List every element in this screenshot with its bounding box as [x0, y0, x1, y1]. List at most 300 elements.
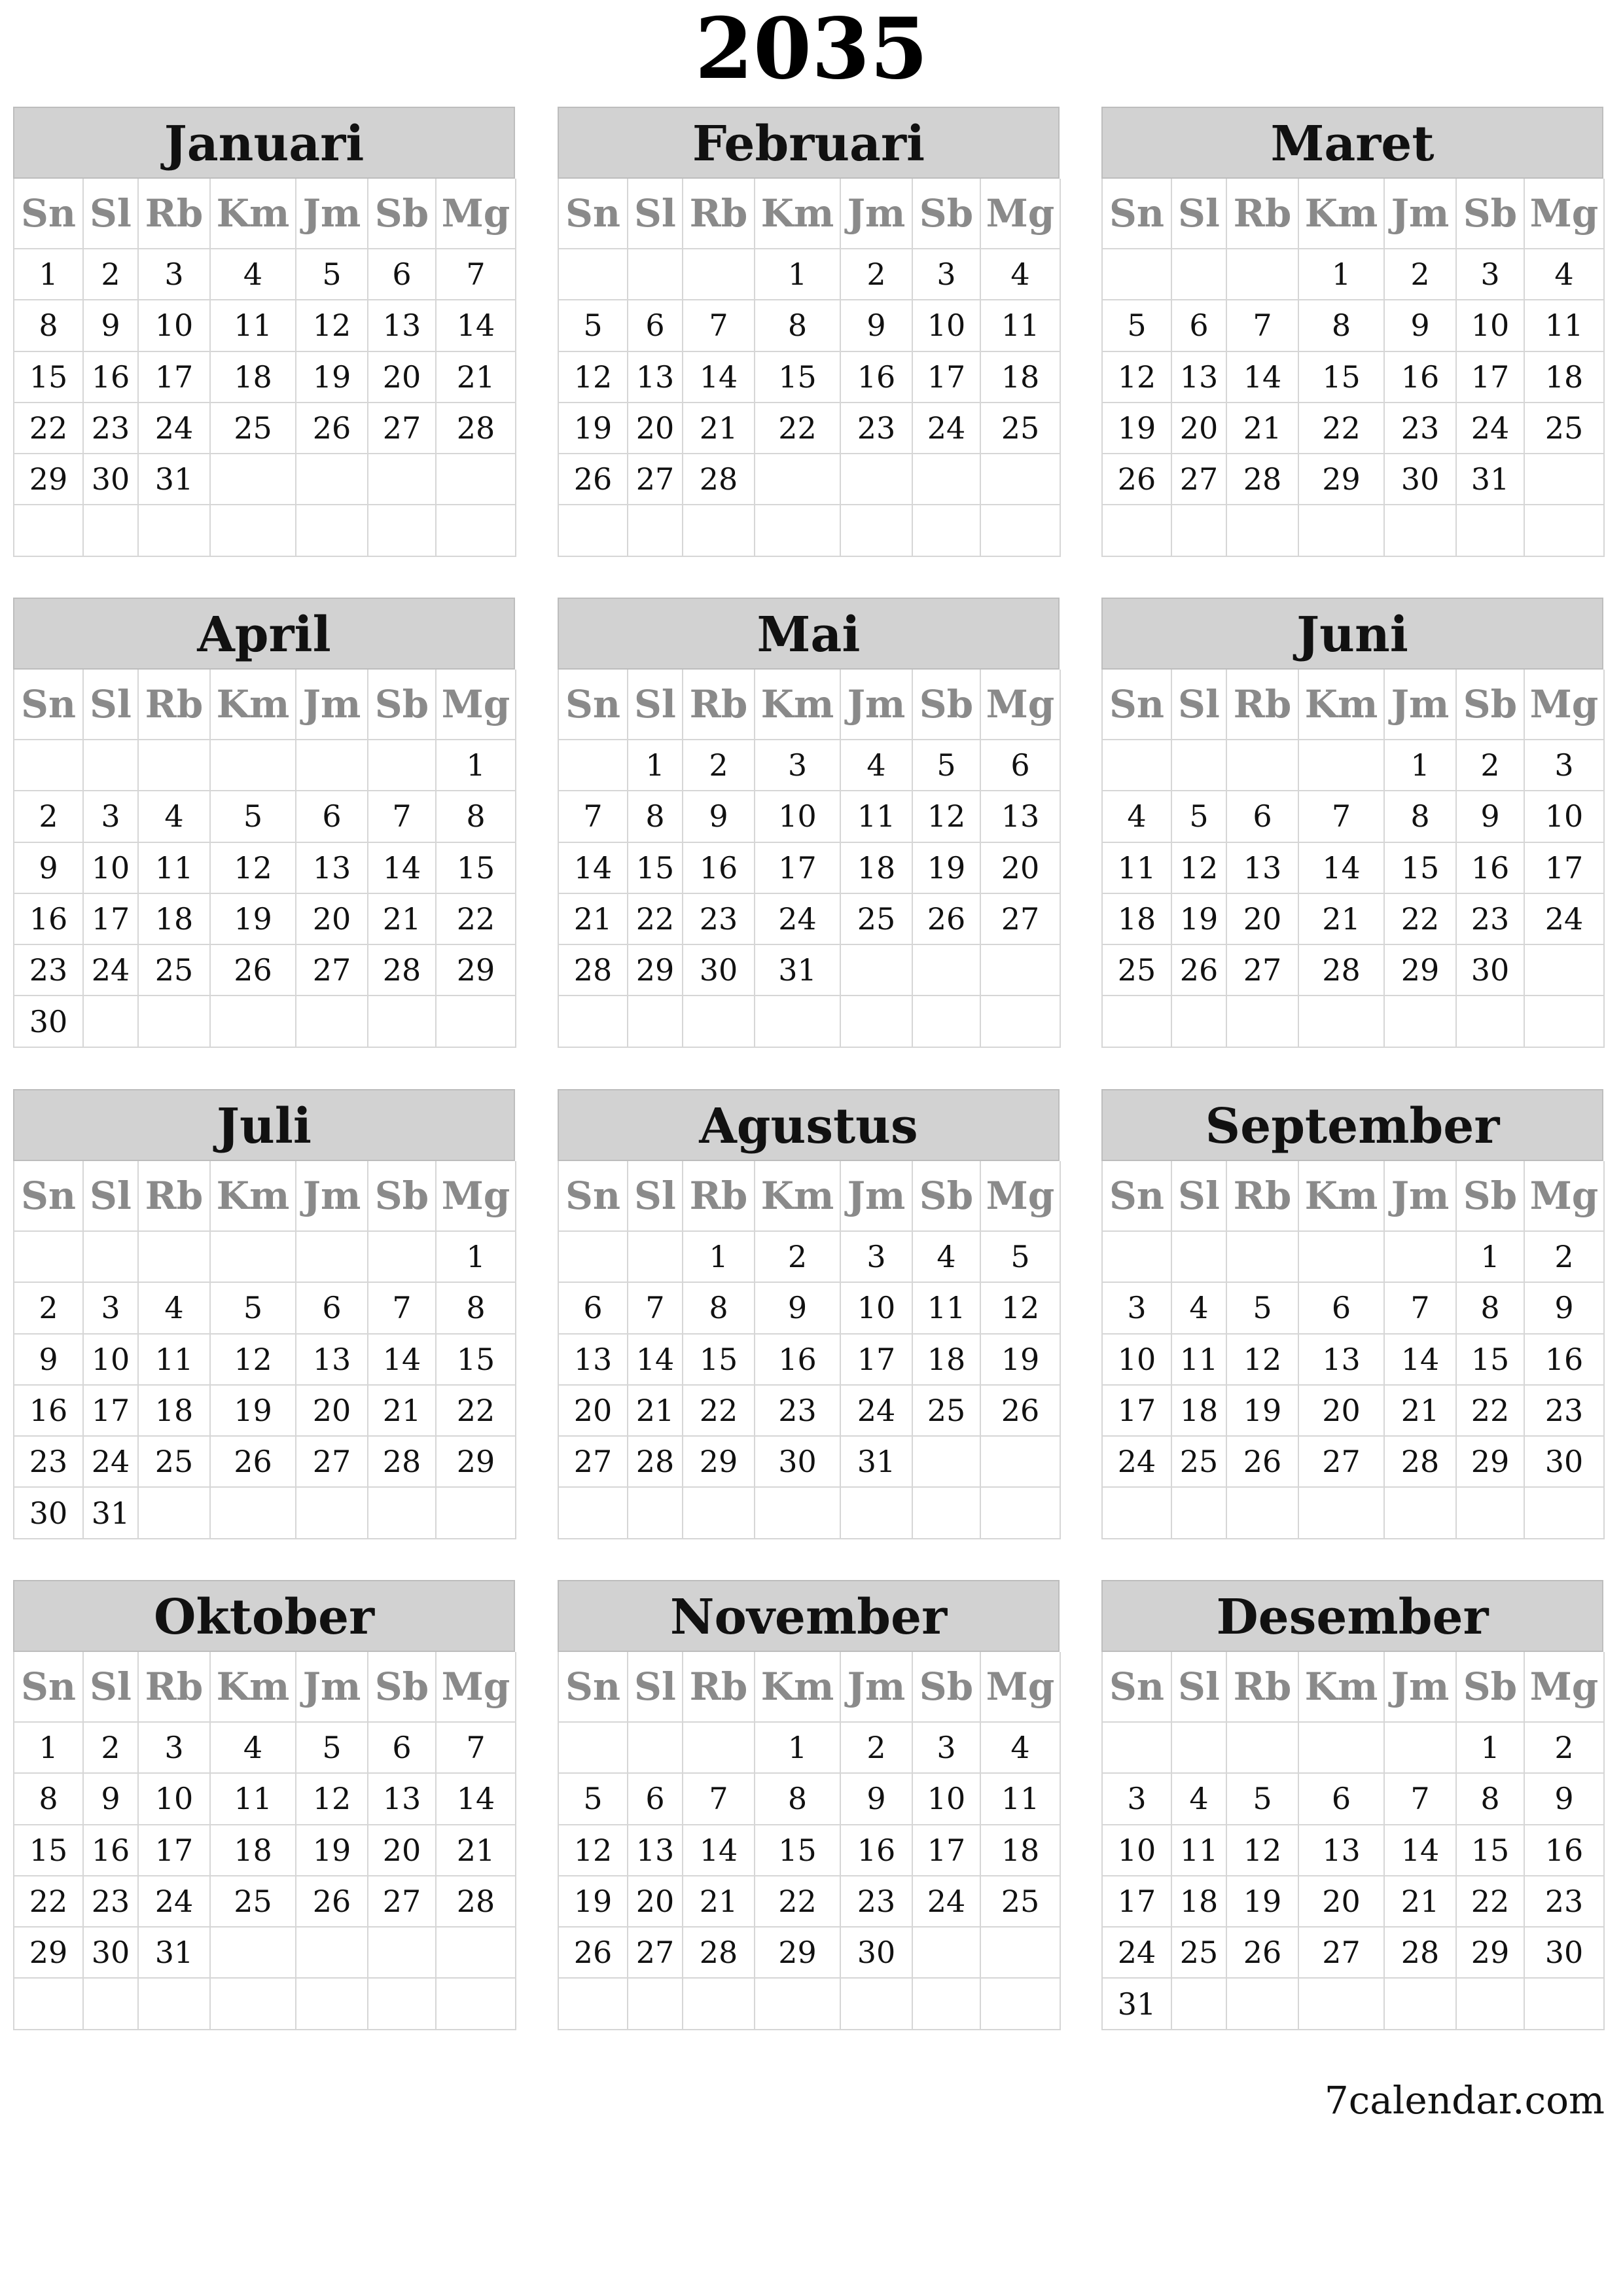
empty-day-cell [1299, 996, 1385, 1047]
day-cell: 23 [1385, 403, 1457, 454]
weekday-header: Sl [84, 179, 139, 249]
day-cell: 28 [559, 945, 628, 996]
day-cell: 23 [755, 1386, 841, 1437]
month-title: Januari [13, 107, 515, 179]
empty-day-cell [1385, 1232, 1457, 1283]
day-cell: 4 [1525, 249, 1605, 300]
day-cell: 5 [559, 1774, 628, 1825]
day-cell: 11 [1103, 843, 1172, 894]
day-cell: 13 [559, 1335, 628, 1386]
empty-day-cell [368, 1928, 437, 1979]
day-cell: 30 [14, 1488, 84, 1539]
empty-day-cell [559, 1979, 628, 2030]
weekday-header: Rb [139, 670, 211, 740]
day-cell: 10 [84, 843, 139, 894]
day-cell: 9 [14, 1335, 84, 1386]
day-cell: 18 [211, 1825, 296, 1876]
day-cell: 21 [437, 1825, 516, 1876]
day-cell: 21 [683, 403, 755, 454]
day-cell: 6 [296, 1283, 368, 1334]
empty-day-cell [1103, 996, 1172, 1047]
day-cell: 2 [84, 249, 139, 300]
day-cell: 24 [1103, 1437, 1172, 1488]
weekday-header: Mg [1525, 1652, 1605, 1723]
day-cell: 12 [981, 1283, 1061, 1334]
empty-day-cell [296, 740, 368, 791]
day-cell: 19 [913, 843, 981, 894]
day-cell: 31 [1103, 1979, 1172, 2030]
day-cell: 1 [1299, 249, 1385, 300]
day-cell: 8 [755, 1774, 841, 1825]
day-cell: 17 [139, 1825, 211, 1876]
empty-day-cell [296, 1232, 368, 1283]
day-cell: 12 [296, 300, 368, 351]
day-cell: 11 [1525, 300, 1605, 351]
empty-day-cell [1457, 1488, 1525, 1539]
day-cell: 28 [1385, 1928, 1457, 1979]
month-grid [558, 1652, 1060, 2030]
day-cell: 11 [211, 1774, 296, 1825]
empty-day-cell [683, 1488, 755, 1539]
month-title: Desember [1101, 1580, 1603, 1652]
empty-day-cell [559, 1232, 628, 1283]
empty-day-cell [628, 996, 683, 1047]
day-cell: 15 [628, 843, 683, 894]
day-cell: 9 [841, 1774, 913, 1825]
day-cell: 17 [913, 352, 981, 403]
day-cell: 7 [368, 1283, 437, 1334]
day-cell: 2 [1385, 249, 1457, 300]
weekday-header: Rb [1227, 1161, 1299, 1232]
day-cell: 2 [14, 791, 84, 842]
day-cell: 30 [1385, 454, 1457, 505]
weekday-header: Sn [14, 670, 84, 740]
day-cell: 8 [14, 300, 84, 351]
day-cell: 18 [139, 894, 211, 945]
day-cell: 7 [1299, 791, 1385, 842]
empty-day-cell [1457, 1979, 1525, 2030]
empty-day-cell [1227, 1488, 1299, 1539]
empty-day-cell [683, 249, 755, 300]
day-cell: 14 [368, 843, 437, 894]
day-cell: 3 [1103, 1283, 1172, 1334]
day-cell: 13 [1299, 1335, 1385, 1386]
empty-day-cell [1299, 1488, 1385, 1539]
weekday-header: Sb [1457, 670, 1525, 740]
empty-day-cell [84, 505, 139, 556]
day-cell: 24 [913, 1876, 981, 1928]
day-cell: 12 [559, 1825, 628, 1876]
day-cell: 6 [628, 1774, 683, 1825]
day-cell: 28 [683, 454, 755, 505]
day-cell: 4 [1103, 791, 1172, 842]
month-grid [558, 179, 1060, 557]
weekday-header: Jm [841, 179, 913, 249]
day-cell: 12 [211, 1335, 296, 1386]
weekday-header: Km [755, 179, 841, 249]
day-cell: 27 [296, 945, 368, 996]
day-cell: 29 [1457, 1437, 1525, 1488]
empty-day-cell [1227, 740, 1299, 791]
day-cell: 13 [1172, 352, 1227, 403]
day-cell: 14 [683, 1825, 755, 1876]
day-cell: 4 [981, 249, 1061, 300]
day-cell: 8 [683, 1283, 755, 1334]
day-cell: 17 [913, 1825, 981, 1876]
empty-day-cell [1299, 740, 1385, 791]
empty-day-cell [683, 1979, 755, 2030]
day-cell: 28 [628, 1437, 683, 1488]
weekday-header: Mg [1525, 670, 1605, 740]
empty-day-cell [755, 505, 841, 556]
empty-day-cell [296, 505, 368, 556]
day-cell: 23 [841, 403, 913, 454]
day-cell: 19 [1227, 1876, 1299, 1928]
weekday-header: Jm [841, 670, 913, 740]
day-cell: 24 [84, 945, 139, 996]
day-cell: 20 [368, 352, 437, 403]
month-grid [13, 670, 515, 1048]
day-cell: 9 [14, 843, 84, 894]
day-cell: 24 [1525, 894, 1605, 945]
day-cell: 4 [211, 249, 296, 300]
day-cell: 17 [1103, 1876, 1172, 1928]
weekday-header: Sl [84, 670, 139, 740]
day-cell: 10 [755, 791, 841, 842]
empty-day-cell [14, 1232, 84, 1283]
day-cell: 14 [437, 1774, 516, 1825]
day-cell: 19 [211, 1386, 296, 1437]
day-cell: 4 [1172, 1283, 1227, 1334]
day-cell: 21 [437, 352, 516, 403]
day-cell: 8 [1385, 791, 1457, 842]
day-cell: 6 [368, 1723, 437, 1774]
day-cell: 6 [368, 249, 437, 300]
day-cell: 13 [628, 352, 683, 403]
empty-day-cell [755, 1979, 841, 2030]
weekday-header: Jm [1385, 670, 1457, 740]
weekday-header: Sb [913, 179, 981, 249]
weekday-header: Km [211, 1161, 296, 1232]
month-november [558, 1580, 1060, 2030]
empty-day-cell [1103, 505, 1172, 556]
empty-day-cell [296, 454, 368, 505]
month-grid [558, 670, 1060, 1048]
empty-day-cell [1103, 1232, 1172, 1283]
day-cell: 25 [1172, 1928, 1227, 1979]
weekday-header: Sb [913, 1161, 981, 1232]
day-cell: 22 [437, 894, 516, 945]
day-cell: 4 [1172, 1774, 1227, 1825]
empty-day-cell [1385, 1723, 1457, 1774]
empty-day-cell [628, 1488, 683, 1539]
weekday-header: Sb [1457, 1652, 1525, 1723]
month-desember [1101, 1580, 1603, 2030]
day-cell: 24 [755, 894, 841, 945]
empty-day-cell [755, 1488, 841, 1539]
month-maret [1101, 107, 1603, 557]
day-cell: 21 [628, 1386, 683, 1437]
day-cell: 2 [1457, 740, 1525, 791]
day-cell: 30 [84, 1928, 139, 1979]
weekday-header: Km [1299, 179, 1385, 249]
month-grid [1101, 670, 1603, 1048]
day-cell: 11 [913, 1283, 981, 1334]
day-cell: 8 [755, 300, 841, 351]
day-cell: 29 [14, 454, 84, 505]
empty-day-cell [1525, 1488, 1605, 1539]
empty-day-cell [1457, 996, 1525, 1047]
empty-day-cell [437, 1928, 516, 1979]
day-cell: 4 [139, 791, 211, 842]
day-cell: 11 [981, 300, 1061, 351]
day-cell: 12 [296, 1774, 368, 1825]
day-cell: 25 [1103, 945, 1172, 996]
day-cell: 29 [755, 1928, 841, 1979]
weekday-header: Sn [559, 179, 628, 249]
day-cell: 22 [683, 1386, 755, 1437]
day-cell: 31 [139, 1928, 211, 1979]
month-mai [558, 598, 1060, 1048]
empty-day-cell [211, 454, 296, 505]
day-cell: 1 [683, 1232, 755, 1283]
day-cell: 7 [559, 791, 628, 842]
weekday-header: Sl [628, 670, 683, 740]
day-cell: 7 [1385, 1283, 1457, 1334]
empty-day-cell [1172, 1488, 1227, 1539]
empty-day-cell [1299, 1232, 1385, 1283]
empty-day-cell [755, 454, 841, 505]
day-cell: 5 [1103, 300, 1172, 351]
day-cell: 2 [841, 1723, 913, 1774]
day-cell: 2 [683, 740, 755, 791]
day-cell: 16 [841, 1825, 913, 1876]
empty-day-cell [1525, 454, 1605, 505]
weekday-header: Sn [1103, 179, 1172, 249]
month-juni [1101, 598, 1603, 1048]
month-januari [13, 107, 515, 557]
day-cell: 17 [139, 352, 211, 403]
empty-day-cell [1299, 1979, 1385, 2030]
day-cell: 15 [755, 352, 841, 403]
day-cell: 16 [1385, 352, 1457, 403]
day-cell: 14 [437, 300, 516, 351]
day-cell: 18 [913, 1335, 981, 1386]
day-cell: 18 [1103, 894, 1172, 945]
empty-day-cell [211, 1488, 296, 1539]
day-cell: 17 [1525, 843, 1605, 894]
day-cell: 5 [296, 249, 368, 300]
day-cell: 22 [1457, 1386, 1525, 1437]
day-cell: 3 [84, 791, 139, 842]
day-cell: 25 [981, 403, 1061, 454]
empty-day-cell [84, 1979, 139, 2030]
weekday-header: Mg [437, 1652, 516, 1723]
empty-day-cell [559, 740, 628, 791]
day-cell: 30 [755, 1437, 841, 1488]
day-cell: 1 [755, 1723, 841, 1774]
empty-day-cell [296, 996, 368, 1047]
day-cell: 31 [1457, 454, 1525, 505]
day-cell: 28 [1385, 1437, 1457, 1488]
day-cell: 9 [1457, 791, 1525, 842]
day-cell: 1 [1457, 1723, 1525, 1774]
day-cell: 12 [1172, 843, 1227, 894]
weekday-header: Rb [1227, 1652, 1299, 1723]
day-cell: 14 [368, 1335, 437, 1386]
day-cell: 12 [1103, 352, 1172, 403]
day-cell: 28 [368, 1437, 437, 1488]
empty-day-cell [841, 1488, 913, 1539]
empty-day-cell [1103, 249, 1172, 300]
day-cell: 14 [683, 352, 755, 403]
day-cell: 25 [913, 1386, 981, 1437]
empty-day-cell [139, 1488, 211, 1539]
day-cell: 22 [755, 1876, 841, 1928]
empty-day-cell [368, 454, 437, 505]
day-cell: 23 [1457, 894, 1525, 945]
day-cell: 16 [84, 1825, 139, 1876]
day-cell: 5 [211, 791, 296, 842]
day-cell: 6 [981, 740, 1061, 791]
weekday-header: Rb [139, 1652, 211, 1723]
weekday-header: Sb [1457, 179, 1525, 249]
empty-day-cell [139, 996, 211, 1047]
day-cell: 8 [1457, 1774, 1525, 1825]
empty-day-cell [14, 505, 84, 556]
weekday-header: Mg [981, 179, 1061, 249]
day-cell: 27 [368, 403, 437, 454]
empty-day-cell [1227, 249, 1299, 300]
day-cell: 30 [683, 945, 755, 996]
empty-day-cell [913, 996, 981, 1047]
month-grid [1101, 1652, 1603, 2030]
day-cell: 14 [1385, 1335, 1457, 1386]
weekday-header: Sb [368, 179, 437, 249]
empty-day-cell [84, 1232, 139, 1283]
day-cell: 27 [628, 454, 683, 505]
empty-day-cell [84, 996, 139, 1047]
empty-day-cell [1227, 505, 1299, 556]
weekday-header: Jm [841, 1161, 913, 1232]
day-cell: 5 [1172, 791, 1227, 842]
day-cell: 24 [139, 1876, 211, 1928]
empty-day-cell [211, 740, 296, 791]
day-cell: 10 [841, 1283, 913, 1334]
day-cell: 29 [628, 945, 683, 996]
day-cell: 23 [14, 945, 84, 996]
day-cell: 21 [1299, 894, 1385, 945]
day-cell: 27 [1172, 454, 1227, 505]
empty-day-cell [559, 505, 628, 556]
weekday-header: Mg [981, 1161, 1061, 1232]
day-cell: 6 [1299, 1774, 1385, 1825]
day-cell: 30 [84, 454, 139, 505]
day-cell: 11 [139, 1335, 211, 1386]
day-cell: 11 [1172, 1825, 1227, 1876]
day-cell: 18 [139, 1386, 211, 1437]
day-cell: 31 [84, 1488, 139, 1539]
day-cell: 19 [211, 894, 296, 945]
empty-day-cell [1172, 505, 1227, 556]
weekday-header: Km [1299, 1161, 1385, 1232]
day-cell: 17 [84, 1386, 139, 1437]
empty-day-cell [139, 740, 211, 791]
empty-day-cell [1172, 249, 1227, 300]
day-cell: 22 [14, 1876, 84, 1928]
day-cell: 18 [981, 352, 1061, 403]
day-cell: 29 [14, 1928, 84, 1979]
day-cell: 15 [14, 1825, 84, 1876]
weekday-header: Rb [683, 179, 755, 249]
month-grid [13, 1652, 515, 2030]
day-cell: 1 [14, 249, 84, 300]
day-cell: 26 [296, 403, 368, 454]
day-cell: 25 [1525, 403, 1605, 454]
empty-day-cell [14, 740, 84, 791]
empty-day-cell [211, 1232, 296, 1283]
day-cell: 21 [1385, 1876, 1457, 1928]
day-cell: 22 [1299, 403, 1385, 454]
day-cell: 6 [1172, 300, 1227, 351]
day-cell: 5 [1227, 1283, 1299, 1334]
weekday-header: Sl [84, 1652, 139, 1723]
day-cell: 26 [1103, 454, 1172, 505]
day-cell: 20 [628, 1876, 683, 1928]
day-cell: 7 [437, 1723, 516, 1774]
day-cell: 5 [913, 740, 981, 791]
day-cell: 20 [296, 1386, 368, 1437]
empty-day-cell [211, 996, 296, 1047]
day-cell: 14 [1385, 1825, 1457, 1876]
day-cell: 5 [296, 1723, 368, 1774]
day-cell: 3 [913, 249, 981, 300]
day-cell: 20 [296, 894, 368, 945]
day-cell: 13 [628, 1825, 683, 1876]
empty-day-cell [437, 996, 516, 1047]
empty-day-cell [913, 1437, 981, 1488]
empty-day-cell [628, 1979, 683, 2030]
empty-day-cell [139, 1232, 211, 1283]
empty-day-cell [1227, 1979, 1299, 2030]
day-cell: 28 [437, 1876, 516, 1928]
weekday-header: Sb [1457, 1161, 1525, 1232]
day-cell: 1 [1385, 740, 1457, 791]
empty-day-cell [1172, 1232, 1227, 1283]
day-cell: 11 [1172, 1335, 1227, 1386]
day-cell: 27 [628, 1928, 683, 1979]
day-cell: 6 [559, 1283, 628, 1334]
day-cell: 20 [559, 1386, 628, 1437]
day-cell: 30 [1525, 1928, 1605, 1979]
weekday-header: Rb [139, 179, 211, 249]
day-cell: 23 [84, 1876, 139, 1928]
empty-day-cell [211, 1928, 296, 1979]
day-cell: 21 [368, 894, 437, 945]
day-cell: 17 [1103, 1386, 1172, 1437]
site-credit[interactable]: 7calendar.com [1324, 2078, 1605, 2123]
day-cell: 16 [84, 352, 139, 403]
day-cell: 8 [1457, 1283, 1525, 1334]
day-cell: 9 [84, 300, 139, 351]
day-cell: 8 [1299, 300, 1385, 351]
month-oktober [13, 1580, 515, 2030]
month-grid [1101, 179, 1603, 557]
empty-day-cell [1299, 1723, 1385, 1774]
day-cell: 23 [84, 403, 139, 454]
day-cell: 3 [1103, 1774, 1172, 1825]
day-cell: 26 [559, 1928, 628, 1979]
